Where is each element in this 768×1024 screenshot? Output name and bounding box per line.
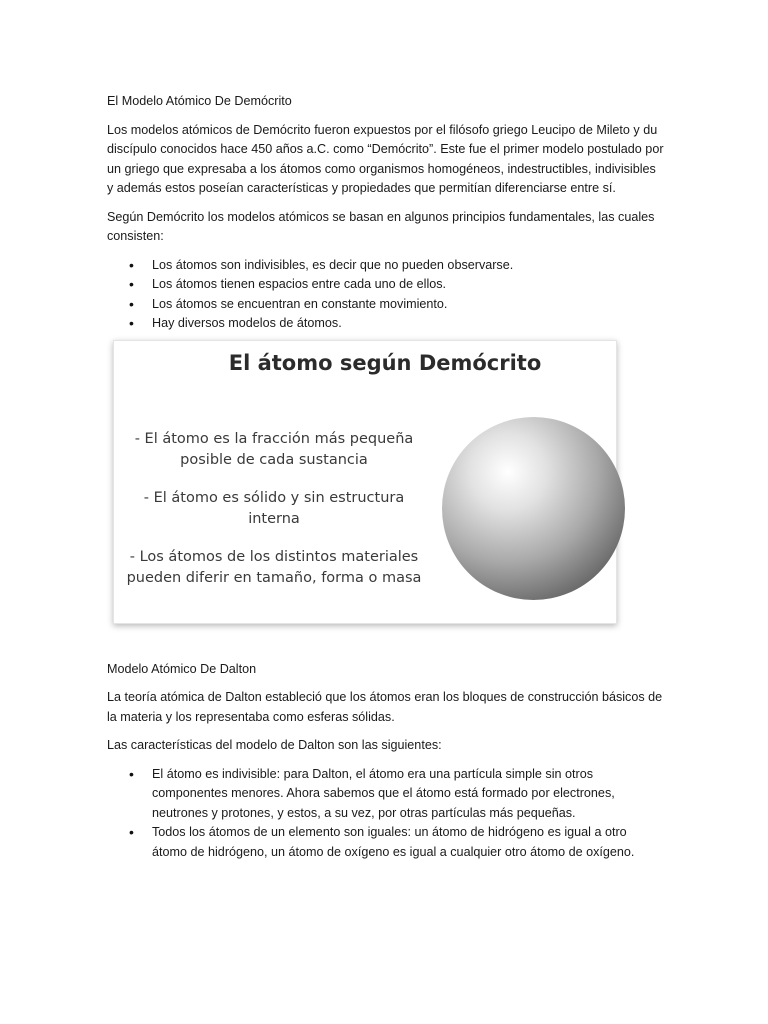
paragraph: La teoría atómica de Dalton estableció que los átomos eran los bloques de construcción básicos de la materia y los representaba como esferas sólidas.: [107, 690, 663, 724]
list-item: • Todos los átomos de un elemento son iguales: un átomo de hidrógeno es igual a otro átomo de hidrógeno, un átomo de oxígeno es igual a cualquier otro átomo de oxígeno.: [152, 823, 664, 862]
list-item: • Los átomos tienen espacios entre cada uno de ellos.: [152, 275, 664, 295]
paragraph: Las características del modelo de Dalton son las siguientes:: [107, 738, 442, 752]
section-heading-dalton: Modelo Atómico De Dalton: [107, 661, 257, 676]
list-item: • Los átomos son indivisibles, es decir que no pueden observarse.: [152, 256, 664, 276]
list-item: • Los átomos se encuentran en constante movimiento.: [152, 295, 664, 315]
paragraph: Los modelos atómicos de Demócrito fueron expuestos por el filósofo griego Leucipo de Mileto y du discípulo conocidos hace 450 años a.C. como “Demócrito”. Este fue el primer modelo postulado por un griego que expresaba a los átomos como organismos homogéneos, indestructibles, indivisibles y además estos poseían características y propiedades que permitían diferenciarse entre sí.: [107, 122, 664, 195]
list-item: • El átomo es indivisible: para Dalton, el átomo era una partícula simple sin otros componentes menores. Ahora sabemos que el átomo está formado por electrones, neutrones y protones, y estos, a su vez, por otras partículas más pequeñas.: [152, 765, 664, 824]
figure-point: - El átomo es la fracción más pequeña posible de cada sustancia: [134, 430, 414, 468]
figure-point: - El átomo es sólido y sin estructura interna: [143, 489, 405, 527]
democrito-atom-figure: [113, 340, 617, 624]
bullet-list-dalton: [107, 765, 664, 863]
figure-points: [124, 429, 424, 606]
paragraph: Según Demócrito los modelos atómicos se basan en algunos principios fundamentales, las cuales consisten:: [107, 209, 655, 243]
figure-title: El átomo según Demócrito: [228, 350, 542, 375]
atom-sphere-image: [442, 417, 625, 600]
list-item: • Hay diversos modelos de átomos.: [152, 314, 664, 334]
figure-point: - Los átomos de los distintos materiales pueden diferir en tamaño, forma o masa: [126, 548, 422, 586]
section-heading-democrito: El Modelo Atómico De Demócrito: [107, 94, 292, 108]
bullet-list-democrito: [107, 256, 664, 334]
